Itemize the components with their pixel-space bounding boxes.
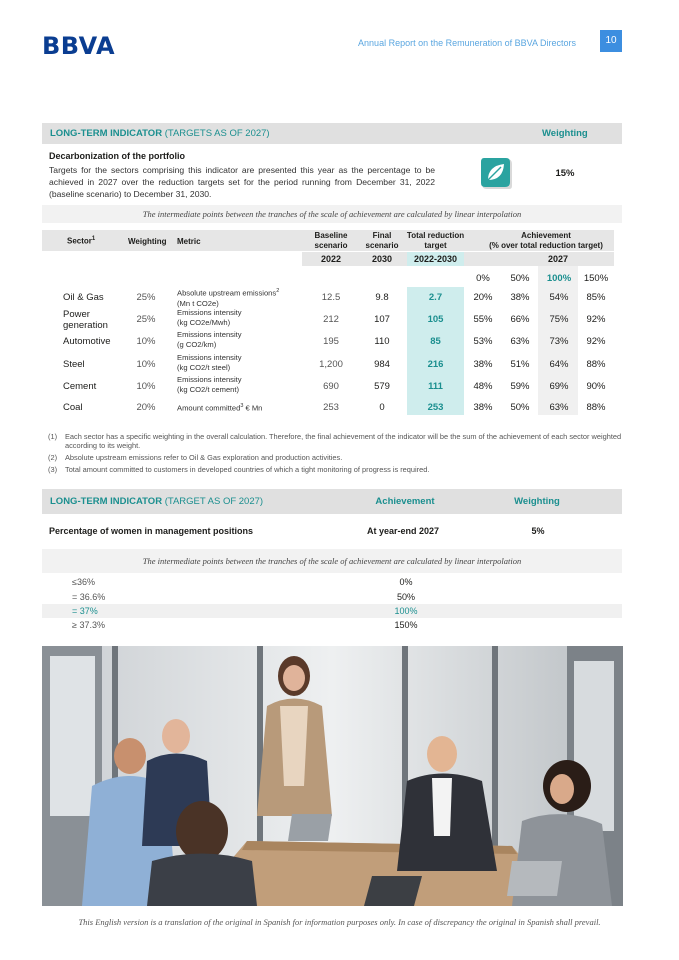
- row-sector: Cement: [63, 381, 97, 392]
- row-a50: 50%: [510, 402, 530, 413]
- section2-title-light: (TARGET AS OF 2027): [164, 496, 264, 507]
- section2-title-bold: LONG-TERM INDICATOR: [50, 496, 163, 507]
- row-a0: 53%: [473, 336, 493, 347]
- footnote-text: Each sector has a specific weighting in the overall calculation. Therefore, the final achievement of the indicator will be the sum of the achievement of each sector weighted according to its weight.: [65, 432, 622, 450]
- th-total: Total reduction target: [406, 231, 465, 250]
- row-metric-unit: € Mn: [245, 403, 263, 413]
- year-achievement: 2027: [547, 254, 569, 264]
- th-weighting: Weighting: [128, 237, 167, 246]
- header-title: Annual Report on the Remuneration of BBVA Directors: [358, 38, 576, 48]
- row-metric-text: Amount committed: [177, 403, 241, 413]
- scale-value: 100%: [394, 606, 418, 616]
- year-target: 2022-2030: [413, 254, 458, 264]
- row-a150: 92%: [586, 314, 606, 325]
- row-a150: 90%: [586, 381, 606, 392]
- section1-title-bold: LONG-TERM INDICATOR: [50, 128, 163, 139]
- row-a50: 59%: [510, 381, 530, 392]
- row-baseline: 253: [323, 402, 339, 413]
- section2-achievement: At year-end 2027: [366, 526, 440, 536]
- row-a150: 88%: [586, 402, 606, 413]
- row-metric-sup: 3: [240, 403, 244, 409]
- row-a100: 69%: [549, 381, 569, 392]
- section2-indicator: Percentage of women in management positions: [49, 526, 254, 536]
- row-metric-unit: (kg CO2/t cement): [177, 385, 240, 394]
- row-target: 216: [427, 359, 444, 370]
- th-sector: [67, 236, 95, 246]
- th-baseline: Baseline scenario: [314, 231, 348, 250]
- th-final: Final scenario: [365, 231, 399, 250]
- row-target: 253: [427, 402, 444, 413]
- row-metric: [177, 353, 242, 373]
- row-target: 85: [430, 336, 441, 347]
- row-sector-line2: generation: [63, 320, 108, 331]
- footnote-1: [48, 432, 624, 450]
- row-target: 105: [427, 314, 444, 325]
- scale-value: 50%: [396, 592, 415, 602]
- row-sector: Steel: [63, 359, 85, 370]
- row-a0: 48%: [473, 381, 493, 392]
- section1-subtitle: Decarbonization of the portfolio: [49, 151, 185, 161]
- footnote-3: [48, 465, 624, 474]
- row-metric-text: Emissions intensity: [177, 330, 242, 339]
- year-final: 2030: [371, 254, 393, 264]
- row-metric: [177, 330, 242, 350]
- row-sector: Automotive: [63, 336, 111, 347]
- section2-title: [50, 496, 263, 507]
- scale-highlight-row: [42, 604, 622, 618]
- row-weighting: 20%: [136, 402, 156, 413]
- row-final: 0: [379, 402, 385, 413]
- row-a0: 38%: [473, 359, 493, 370]
- row-metric: [177, 286, 279, 309]
- meeting-photo: [42, 646, 623, 906]
- row-metric-text: Emissions intensity: [177, 308, 242, 317]
- scale-150: 150%: [583, 273, 609, 284]
- target-column-highlight: [407, 287, 464, 415]
- row-metric-sup: 2: [276, 288, 280, 294]
- row-a0: 38%: [473, 402, 493, 413]
- section2-weighting-label: Weighting: [514, 496, 560, 507]
- bbva-logo: BBVA: [42, 32, 116, 60]
- row-a0: 55%: [473, 314, 493, 325]
- disclaimer: This English version is a translation of the original in Spanish for information purposes only. In case of discrepancy the original in Spanish shall prevail.: [78, 917, 601, 927]
- row-metric-text: Emissions intensity: [177, 375, 242, 384]
- row-a100: 54%: [549, 292, 569, 303]
- row-target: 111: [428, 381, 443, 392]
- row-sector-line1: Power: [63, 309, 90, 320]
- th-achievement: [478, 231, 614, 251]
- row-sector: Coal: [63, 402, 83, 413]
- th-sector-sup: 1: [91, 236, 96, 242]
- scale-level: ≥ 37.3%: [72, 620, 105, 630]
- section1-interpolation-note: The intermediate points between the tranches of the scale of achievement are calculated by linear interpolation: [42, 205, 622, 223]
- section1-title: [50, 128, 270, 139]
- row-metric-text: Absolute upstream emissions: [177, 288, 277, 298]
- row-a50: 38%: [510, 292, 530, 303]
- scale-100: 100%: [546, 273, 572, 284]
- row-sector: Oil & Gas: [63, 292, 104, 303]
- footnote-number: (2): [48, 453, 58, 462]
- section2-interpolation-note: The intermediate points between the tranches of the scale of achievement are calculated by linear interpolation: [42, 549, 622, 573]
- year-baseline: 2022: [320, 254, 342, 264]
- row-a100: 73%: [549, 336, 569, 347]
- row-final: 9.8: [375, 292, 389, 303]
- row-target: 2.7: [428, 292, 443, 303]
- row-a0: 20%: [473, 292, 493, 303]
- footnote-number: (3): [48, 465, 58, 474]
- row-weighting: 25%: [136, 314, 156, 325]
- scale-50: 50%: [510, 273, 530, 284]
- scale-0: 0%: [476, 273, 490, 284]
- row-weighting: 10%: [136, 381, 156, 392]
- row-a150: 92%: [586, 336, 606, 347]
- th-metric: Metric: [177, 237, 201, 246]
- row-weighting: 25%: [136, 292, 156, 303]
- row-weighting: 10%: [136, 359, 156, 370]
- row-baseline: 12.5: [321, 292, 341, 303]
- section1-header-bar: [42, 123, 622, 144]
- scale-level: = 37%: [72, 606, 98, 616]
- row-a100: 64%: [549, 359, 569, 370]
- section2-achievement-label: Achievement: [375, 496, 435, 507]
- footnote-number: (1): [48, 432, 58, 441]
- row-metric-unit: (g CO2/km): [177, 340, 217, 349]
- section1-weighting-value: 15%: [555, 168, 575, 179]
- row-baseline: 212: [323, 314, 339, 325]
- row-a150: 85%: [586, 292, 606, 303]
- row-metric-unit: (kg CO2e/Mwh): [177, 318, 231, 327]
- row-baseline: 1,200: [319, 359, 343, 370]
- row-metric: [177, 375, 242, 395]
- row-a100: 75%: [549, 314, 569, 325]
- row-baseline: 690: [323, 381, 339, 392]
- row-final: 579: [374, 381, 390, 392]
- th-achievement-sub: (% over total reduction target): [489, 241, 603, 250]
- row-final: 984: [374, 359, 390, 370]
- footnote-2: [48, 453, 624, 462]
- row-metric-text: Emissions intensity: [177, 353, 242, 362]
- row-metric-unit: (kg CO2/t steel): [177, 363, 231, 372]
- section2-header-bar: [42, 489, 622, 514]
- section1-weighting-label: Weighting: [542, 128, 588, 139]
- leaf-icon: [479, 156, 513, 190]
- row-a150: 88%: [586, 359, 606, 370]
- scale-level: ≤36%: [72, 577, 95, 587]
- section2-weighting: 5%: [531, 526, 545, 536]
- th-sector-text: Sector: [67, 236, 92, 246]
- row-metric-unit: (Mn t CO2e): [177, 298, 219, 308]
- footnote-text: Total amount committed to customers in developed countries of which a tight monitoring of progress is required.: [65, 465, 430, 474]
- page-number: 10: [600, 30, 622, 52]
- row-a100: 63%: [549, 402, 569, 413]
- row-metric: [177, 401, 262, 414]
- scale-value: 0%: [399, 577, 413, 587]
- footnote-text: Absolute upstream emissions refer to Oil & Gas exploration and production activities.: [65, 453, 343, 462]
- row-a50: 63%: [510, 336, 530, 347]
- th-achievement-title: Achievement: [521, 231, 571, 240]
- scale-level: = 36.6%: [72, 592, 106, 602]
- section1-description: Targets for the sectors comprising this indicator are presented this year as the percentage to be achieved in 2027 over the reduction targets set for the period running from December 31, 2022 (baseline scenario) to December 31, 2030.: [49, 165, 435, 199]
- row-a50: 66%: [510, 314, 530, 325]
- row-final: 110: [374, 336, 390, 347]
- row-weighting: 10%: [136, 336, 156, 347]
- row-baseline: 195: [323, 336, 339, 347]
- section1-title-light: (TARGETS AS OF 2027): [164, 128, 270, 139]
- row-sector: [63, 309, 108, 331]
- row-final: 107: [374, 314, 390, 325]
- row-a50: 51%: [510, 359, 530, 370]
- row-metric: [177, 308, 242, 328]
- scale-value: 150%: [394, 620, 418, 630]
